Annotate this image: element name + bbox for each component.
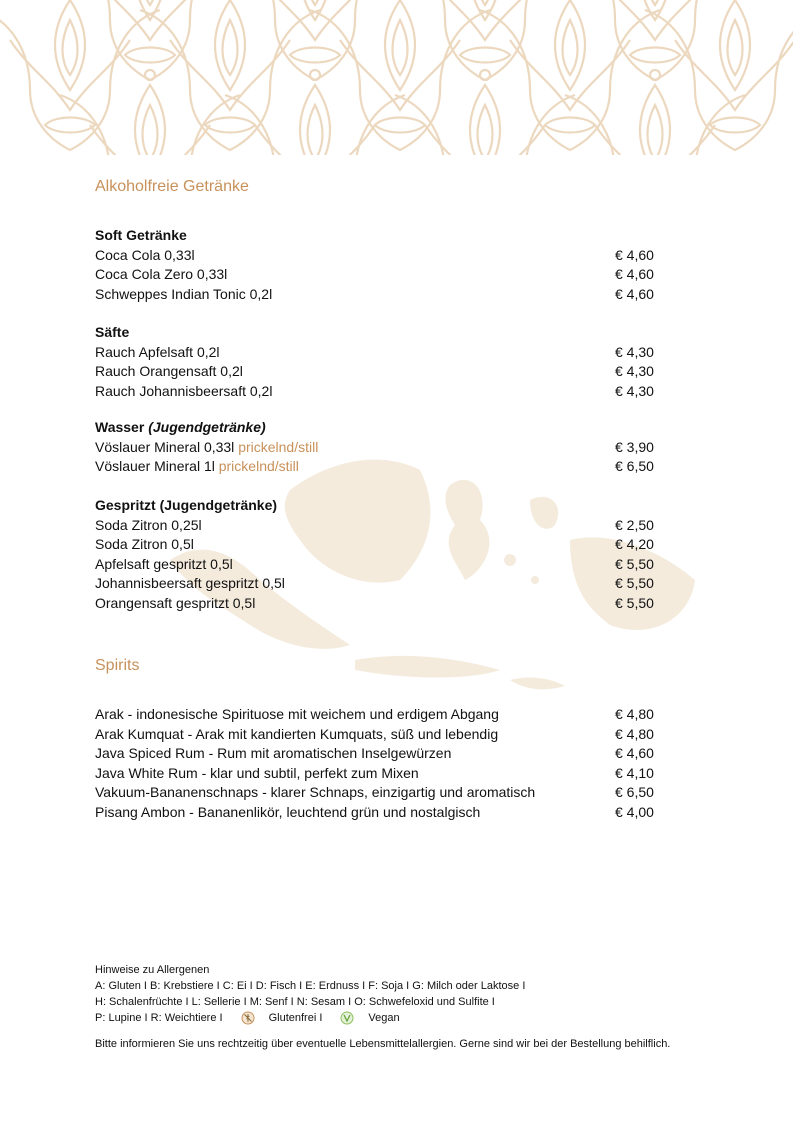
menu-item: [95, 457, 660, 477]
item-name-text: Vöslauer Mineral 1l: [95, 458, 215, 474]
item-name: Vakuum-Bananenschnaps - klarer Schnaps, einzigartig und aromatisch: [95, 784, 536, 800]
item-price: € 4,30: [615, 363, 654, 379]
item-price: € 5,50: [615, 575, 654, 591]
menu-item: [95, 438, 660, 458]
menu-item: [95, 803, 660, 823]
menu-item: [95, 555, 660, 575]
item-price: € 4,80: [615, 725, 654, 742]
section-title-spirits: Spirits: [95, 657, 140, 674]
item-name-text: Vöslauer Mineral 0,33l: [95, 438, 235, 455]
menu-item: [95, 705, 660, 725]
item-price: € 4,00: [615, 803, 654, 820]
group-title-spritzed: Gespritzt (Jugendgetränke): [95, 497, 278, 513]
item-price: € 3,90: [615, 438, 654, 455]
item-name: Rauch Apfelsaft 0,2l: [95, 343, 220, 360]
item-price: € 4,20: [615, 536, 654, 552]
item-name: Java White Rum - klar und subtil, perfekt zum Mixen: [95, 764, 419, 781]
menu-item: [95, 516, 660, 536]
menu-item: [95, 343, 660, 363]
item-name: Coca Cola Zero 0,33l: [95, 266, 228, 282]
section-title-nonalcoholic: Alkoholfreie Getränke: [95, 178, 249, 195]
menu-item: [95, 744, 660, 764]
item-name: Soda Zitron 0,25l: [95, 516, 202, 533]
menu-item: [95, 285, 660, 305]
item-option: prickelnd/still: [238, 438, 319, 455]
vegan-label: Vegan: [368, 1012, 400, 1024]
item-price: € 4,80: [615, 706, 654, 722]
group-juices: [95, 323, 660, 401]
item-name: Pisang Ambon - Bananenlikör, leuchtend grün und nostalgisch: [95, 803, 481, 820]
menu-item: [95, 246, 660, 266]
allergen-notes: [95, 962, 695, 1052]
item-name: Rauch Johannisbeersaft 0,2l: [95, 382, 273, 399]
group-spirits: [95, 705, 660, 822]
item-price: € 6,50: [615, 784, 654, 800]
menu-item: [95, 725, 660, 745]
menu-item: [95, 764, 660, 784]
item-price: € 5,50: [615, 555, 654, 572]
item-price: € 4,60: [615, 285, 654, 302]
gluten-free-icon: [241, 1011, 255, 1025]
allergen-line: A: Gluten I B: Krebstiere I C: Ei I D: Fisch I E: Erdnuss I F: Soja I G: Milch oder Laktose I: [95, 980, 526, 992]
item-name: Schweppes Indian Tonic 0,2l: [95, 285, 273, 302]
gluten-free-label: Glutenfrei I: [268, 1012, 323, 1024]
item-name: Java Spiced Rum - Rum mit aromatischen Inselgewürzen: [95, 745, 452, 761]
allergen-legend-line: [95, 1010, 695, 1026]
item-price: € 6,50: [615, 458, 654, 474]
item-price: € 4,60: [615, 246, 654, 263]
item-name: [95, 457, 299, 477]
item-name: Rauch Orangensaft 0,2l: [95, 363, 243, 379]
item-price: € 4,60: [615, 745, 654, 761]
ornamental-header-pattern: [0, 0, 793, 155]
menu-item: [95, 535, 660, 555]
menu-item: [95, 574, 660, 594]
item-price: € 4,10: [615, 764, 654, 781]
group-water: [95, 418, 660, 477]
item-name: Coca Cola 0,33l: [95, 246, 195, 263]
item-option: prickelnd/still: [218, 458, 299, 474]
item-name: [95, 438, 318, 458]
menu-item: [95, 265, 660, 285]
group-spritzed: [95, 496, 660, 613]
item-price: € 4,30: [615, 343, 654, 360]
menu-item: [95, 594, 660, 614]
group-title-soft-drinks: Soft Getränke: [95, 227, 187, 243]
item-price: € 4,60: [615, 266, 654, 282]
menu-item: [95, 783, 660, 803]
group-soft-drinks: [95, 226, 660, 304]
allergy-note: Bitte informieren Sie uns rechtzeitig über eventuelle Lebensmittelallergien. Gerne sind wir bei der Bestellung behilflich.: [95, 1038, 671, 1050]
allergen-line-prefix: P: Lupine I R: Weichtiere I: [95, 1012, 223, 1024]
item-name: Johannisbeersaft gespritzt 0,5l: [95, 575, 285, 591]
allergen-line: H: Schalenfrüchte I L: Sellerie I M: Senf I N: Sesam I O: Schwefeloxid und Sulfite I: [95, 996, 495, 1008]
item-name: Orangensaft gespritzt 0,5l: [95, 594, 256, 611]
allergen-heading: Hinweise zu Allergenen: [95, 964, 210, 976]
item-name: Arak - indonesische Spirituose mit weichem und erdigem Abgang: [95, 706, 499, 722]
item-price: € 2,50: [615, 516, 654, 533]
item-name: Apfelsaft gespritzt 0,5l: [95, 555, 233, 572]
water-title-text: Wasser: [95, 419, 145, 435]
item-price: € 4,30: [615, 382, 654, 399]
menu-item: [95, 362, 660, 382]
menu-item: [95, 382, 660, 402]
item-name: Soda Zitron 0,5l: [95, 536, 194, 552]
water-title-note: (Jugendgetränke): [148, 419, 266, 435]
group-title-juices: Säfte: [95, 324, 130, 340]
item-name: Arak Kumquat - Arak mit kandierten Kumquats, süß und lebendig: [95, 725, 499, 742]
group-title-water: [95, 418, 660, 438]
vegan-icon: [340, 1011, 354, 1025]
item-price: € 5,50: [615, 594, 654, 611]
